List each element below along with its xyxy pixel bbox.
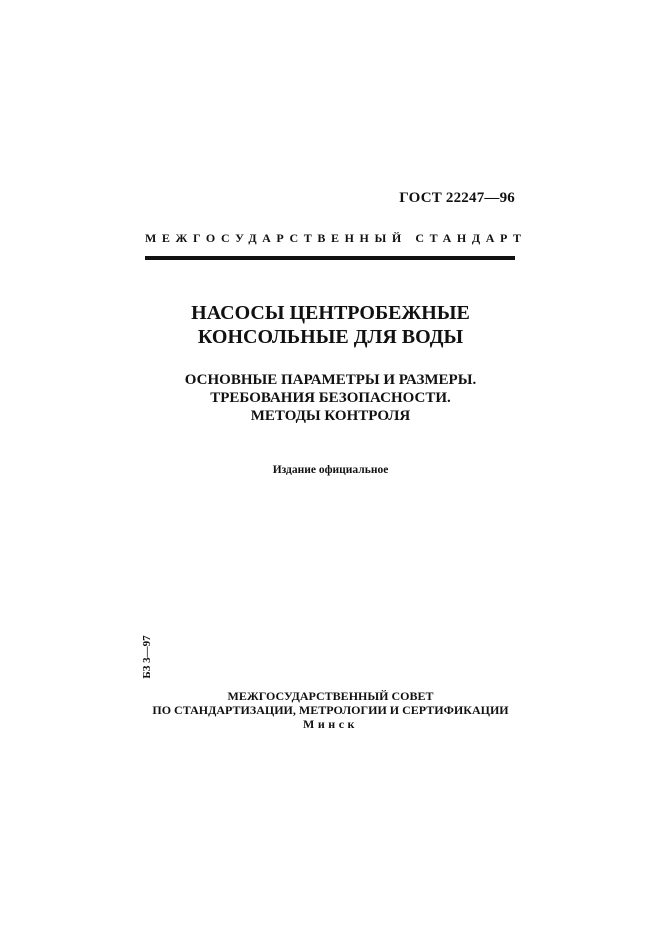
title-line-1: НАСОСЫ ЦЕНТРОБЕЖНЫЕ <box>191 302 470 324</box>
publisher-line-2: ПО СТАНДАРТИЗАЦИИ, МЕТРОЛОГИИ И СЕРТИФИКАЦИИ <box>152 703 509 717</box>
title-line-2: КОНСОЛЬНЫЕ ДЛЯ ВОДЫ <box>197 326 464 348</box>
document-title <box>0 301 661 349</box>
standard-number: ГОСТ 22247—96 <box>399 190 515 206</box>
edition-label: Издание официальное <box>272 464 389 476</box>
subtitle-line-3: МЕТОДЫ КОНТРОЛЯ <box>250 408 411 424</box>
standard-type-label: МЕЖГОСУДАРСТВЕННЫЙ СТАНДАРТ <box>145 231 527 245</box>
document-subtitle <box>0 371 661 425</box>
subtitle-line-2: ТРЕБОВАНИЯ БЕЗОПАСНОСТИ. <box>210 390 451 406</box>
side-code-text: БЗ 3—97 <box>141 635 153 679</box>
header-divider <box>145 256 515 260</box>
subtitle-line-1: ОСНОВНЫЕ ПАРАМЕТРЫ И РАЗМЕРЫ. <box>184 372 477 388</box>
publisher <box>0 689 661 731</box>
publisher-line-1: МЕЖГОСУДАРСТВЕННЫЙ СОВЕТ <box>227 689 434 703</box>
publisher-city: Минск <box>303 717 358 731</box>
